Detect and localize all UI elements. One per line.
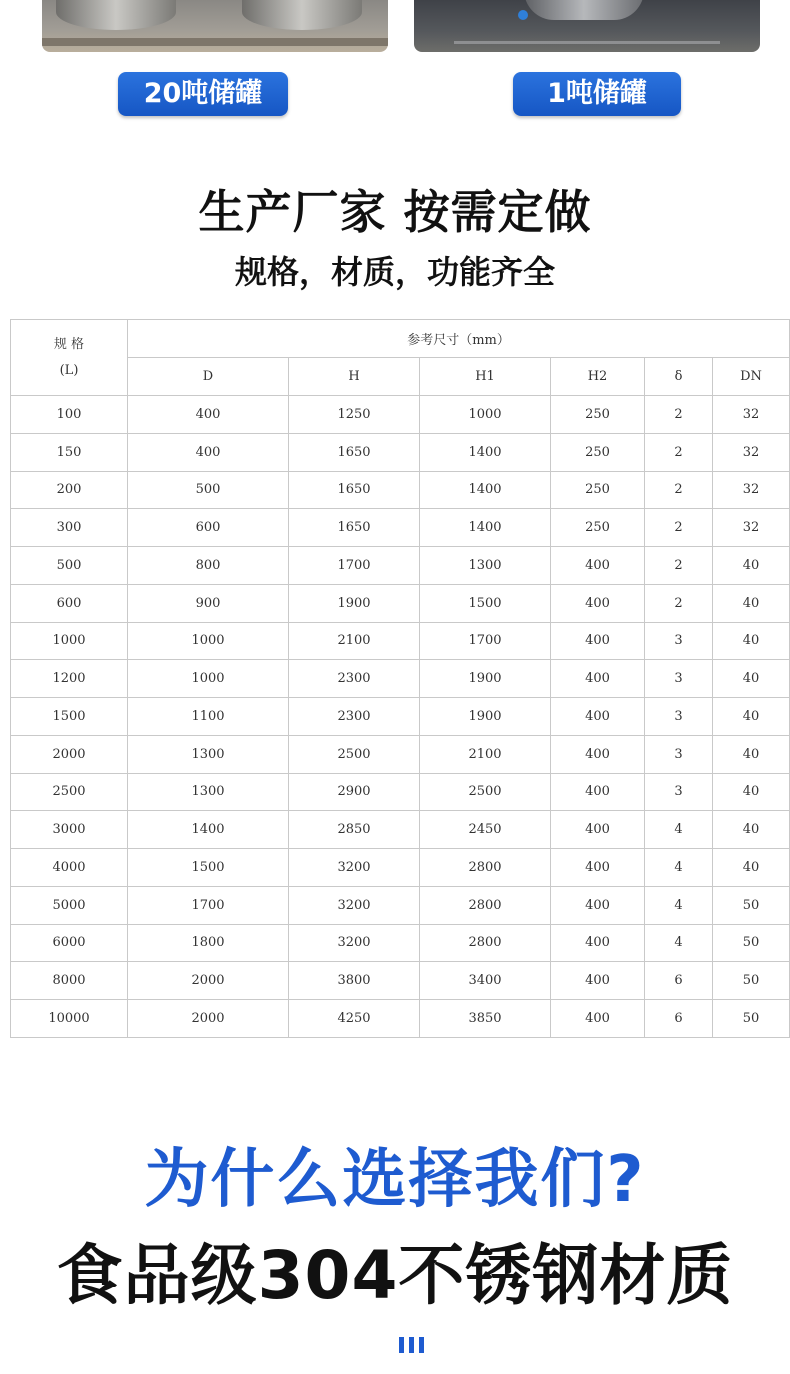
column-header: H [289, 358, 420, 396]
table-cell: 250 [551, 433, 645, 471]
table-cell: 4 [645, 886, 713, 924]
table-cell: 2 [645, 396, 713, 434]
material-statement: 食品级304不锈钢材质 [56, 1237, 734, 1314]
product-photo-1t [414, 0, 760, 52]
table-cell: 400 [551, 924, 645, 962]
table-cell: 400 [128, 396, 289, 434]
table-cell: 3400 [420, 962, 551, 1000]
table-cell: 400 [551, 547, 645, 585]
table-row [11, 886, 790, 924]
table-cell: 2 [645, 433, 713, 471]
table-cell: 4 [645, 924, 713, 962]
table-cell: 40 [713, 698, 790, 736]
table-cell: 4000 [11, 849, 128, 887]
group-header: 参考尺寸（mm） [128, 320, 790, 358]
table-row [11, 735, 790, 773]
column-header: H2 [551, 358, 645, 396]
table-cell: 3 [645, 622, 713, 660]
table-cell: 1000 [128, 622, 289, 660]
table-cell: 400 [551, 1000, 645, 1038]
table-cell: 400 [551, 584, 645, 622]
table-cell: 3200 [289, 886, 420, 924]
table-cell: 150 [11, 433, 128, 471]
table-row [11, 547, 790, 585]
table-cell: 2800 [420, 924, 551, 962]
table-cell: 400 [551, 811, 645, 849]
table-cell: 40 [713, 584, 790, 622]
spec-header-label: 规 格 [53, 336, 85, 352]
column-header: δ [645, 358, 713, 396]
table-cell: 1400 [420, 433, 551, 471]
label-20t-tank: 20吨储罐 [118, 72, 288, 116]
headline-main: 生产厂家 按需定做 [198, 185, 592, 239]
table-cell: 250 [551, 509, 645, 547]
table-cell: 4 [645, 811, 713, 849]
tank-image [524, 0, 644, 20]
table-cell: 1000 [128, 660, 289, 698]
table-cell: 3 [645, 660, 713, 698]
table-cell: 40 [713, 547, 790, 585]
table-cell: 1650 [289, 509, 420, 547]
table-cell: 6 [645, 962, 713, 1000]
table-cell: 800 [128, 547, 289, 585]
table-cell: 32 [713, 471, 790, 509]
table-cell: 2100 [420, 735, 551, 773]
headline-sub: 规格，材质，功能齐全 [234, 253, 555, 291]
table-cell: 2800 [420, 886, 551, 924]
table-cell: 1700 [128, 886, 289, 924]
table-cell: 50 [713, 962, 790, 1000]
table-cell: 3000 [11, 811, 128, 849]
valve-icon [518, 10, 528, 20]
table-cell: 2100 [289, 622, 420, 660]
table-cell: 1900 [420, 660, 551, 698]
table-cell: 3 [645, 735, 713, 773]
table-row [11, 433, 790, 471]
table-cell: 1300 [420, 547, 551, 585]
table-row [11, 660, 790, 698]
table-cell: 600 [11, 584, 128, 622]
table-cell: 1000 [11, 622, 128, 660]
table-cell: 1650 [289, 433, 420, 471]
table-cell: 400 [551, 962, 645, 1000]
table-cell: 4250 [289, 1000, 420, 1038]
table-cell: 40 [713, 622, 790, 660]
table-cell: 32 [713, 433, 790, 471]
table-cell: 2800 [420, 849, 551, 887]
more-indicator-icon [399, 1337, 427, 1353]
table-cell: 40 [713, 773, 790, 811]
table-cell: 2300 [289, 660, 420, 698]
tank-frame [454, 41, 720, 44]
table-cell: 300 [11, 509, 128, 547]
table-cell: 1500 [11, 698, 128, 736]
table-cell: 1900 [289, 584, 420, 622]
table-cell: 2900 [289, 773, 420, 811]
table-cell: 100 [11, 396, 128, 434]
table-cell: 2 [645, 584, 713, 622]
why-choose-us: 为什么选择我们? [144, 1143, 646, 1217]
spec-table [10, 319, 790, 1038]
table-cell: 250 [551, 471, 645, 509]
table-cell: 400 [551, 735, 645, 773]
table-cell: 5000 [11, 886, 128, 924]
table-cell: 400 [551, 886, 645, 924]
table-cell: 400 [128, 433, 289, 471]
table-cell: 3200 [289, 924, 420, 962]
table-row [11, 1000, 790, 1038]
table-cell: 1000 [420, 396, 551, 434]
table-cell: 40 [713, 735, 790, 773]
table-cell: 32 [713, 396, 790, 434]
table-cell: 250 [551, 396, 645, 434]
table-cell: 1500 [128, 849, 289, 887]
spec-header-unit: (L) [59, 362, 79, 378]
table-cell: 2500 [289, 735, 420, 773]
table-cell: 1250 [289, 396, 420, 434]
table-cell: 2850 [289, 811, 420, 849]
table-row [11, 849, 790, 887]
table-cell: 400 [551, 660, 645, 698]
table-cell: 200 [11, 471, 128, 509]
table-cell: 1300 [128, 735, 289, 773]
table-cell: 1700 [289, 547, 420, 585]
table-cell: 400 [551, 773, 645, 811]
table-cell: 4 [645, 849, 713, 887]
table-row [11, 698, 790, 736]
table-cell: 2300 [289, 698, 420, 736]
table-cell: 600 [128, 509, 289, 547]
table-row [11, 622, 790, 660]
table-row [11, 811, 790, 849]
table-cell: 1400 [128, 811, 289, 849]
table-cell: 3800 [289, 962, 420, 1000]
table-cell: 40 [713, 849, 790, 887]
table-row [11, 584, 790, 622]
tank-base [42, 38, 388, 46]
table-row [11, 396, 790, 434]
table-cell: 400 [551, 849, 645, 887]
table-cell: 2000 [128, 962, 289, 1000]
tank-image [56, 0, 176, 30]
table-cell: 1800 [128, 924, 289, 962]
table-cell: 400 [551, 698, 645, 736]
table-cell: 50 [713, 1000, 790, 1038]
table-cell: 3850 [420, 1000, 551, 1038]
product-photo-20t [42, 0, 388, 52]
table-cell: 1200 [11, 660, 128, 698]
table-cell: 2000 [128, 1000, 289, 1038]
table-cell: 8000 [11, 962, 128, 1000]
table-cell: 3 [645, 698, 713, 736]
table-cell: 400 [551, 622, 645, 660]
table-cell: 3200 [289, 849, 420, 887]
table-cell: 1400 [420, 509, 551, 547]
table-row [11, 924, 790, 962]
table-cell: 2500 [11, 773, 128, 811]
table-row [11, 773, 790, 811]
label-1t-tank: 1吨储罐 [513, 72, 681, 116]
table-cell: 1650 [289, 471, 420, 509]
table-row [11, 962, 790, 1000]
table-cell: 1700 [420, 622, 551, 660]
table-cell: 2500 [420, 773, 551, 811]
table-cell: 2 [645, 547, 713, 585]
table-cell: 40 [713, 660, 790, 698]
table-cell: 2 [645, 509, 713, 547]
table-cell: 1400 [420, 471, 551, 509]
column-header: D [128, 358, 289, 396]
table-cell: 50 [713, 924, 790, 962]
table-row [11, 471, 790, 509]
table-cell: 2000 [11, 735, 128, 773]
table-cell: 3 [645, 773, 713, 811]
table-row [11, 509, 790, 547]
table-cell: 1500 [420, 584, 551, 622]
table-cell: 10000 [11, 1000, 128, 1038]
table-cell: 6000 [11, 924, 128, 962]
table-cell: 900 [128, 584, 289, 622]
table-cell: 1100 [128, 698, 289, 736]
column-header: DN [713, 358, 790, 396]
table-cell: 500 [128, 471, 289, 509]
table-cell: 50 [713, 886, 790, 924]
table-cell: 2450 [420, 811, 551, 849]
table-cell: 32 [713, 509, 790, 547]
table-cell: 500 [11, 547, 128, 585]
spec-header-cell [11, 320, 128, 396]
column-header: H1 [420, 358, 551, 396]
tank-image [242, 0, 362, 30]
table-cell: 1900 [420, 698, 551, 736]
table-cell: 6 [645, 1000, 713, 1038]
table-cell: 2 [645, 471, 713, 509]
table-cell: 1300 [128, 773, 289, 811]
table-cell: 40 [713, 811, 790, 849]
